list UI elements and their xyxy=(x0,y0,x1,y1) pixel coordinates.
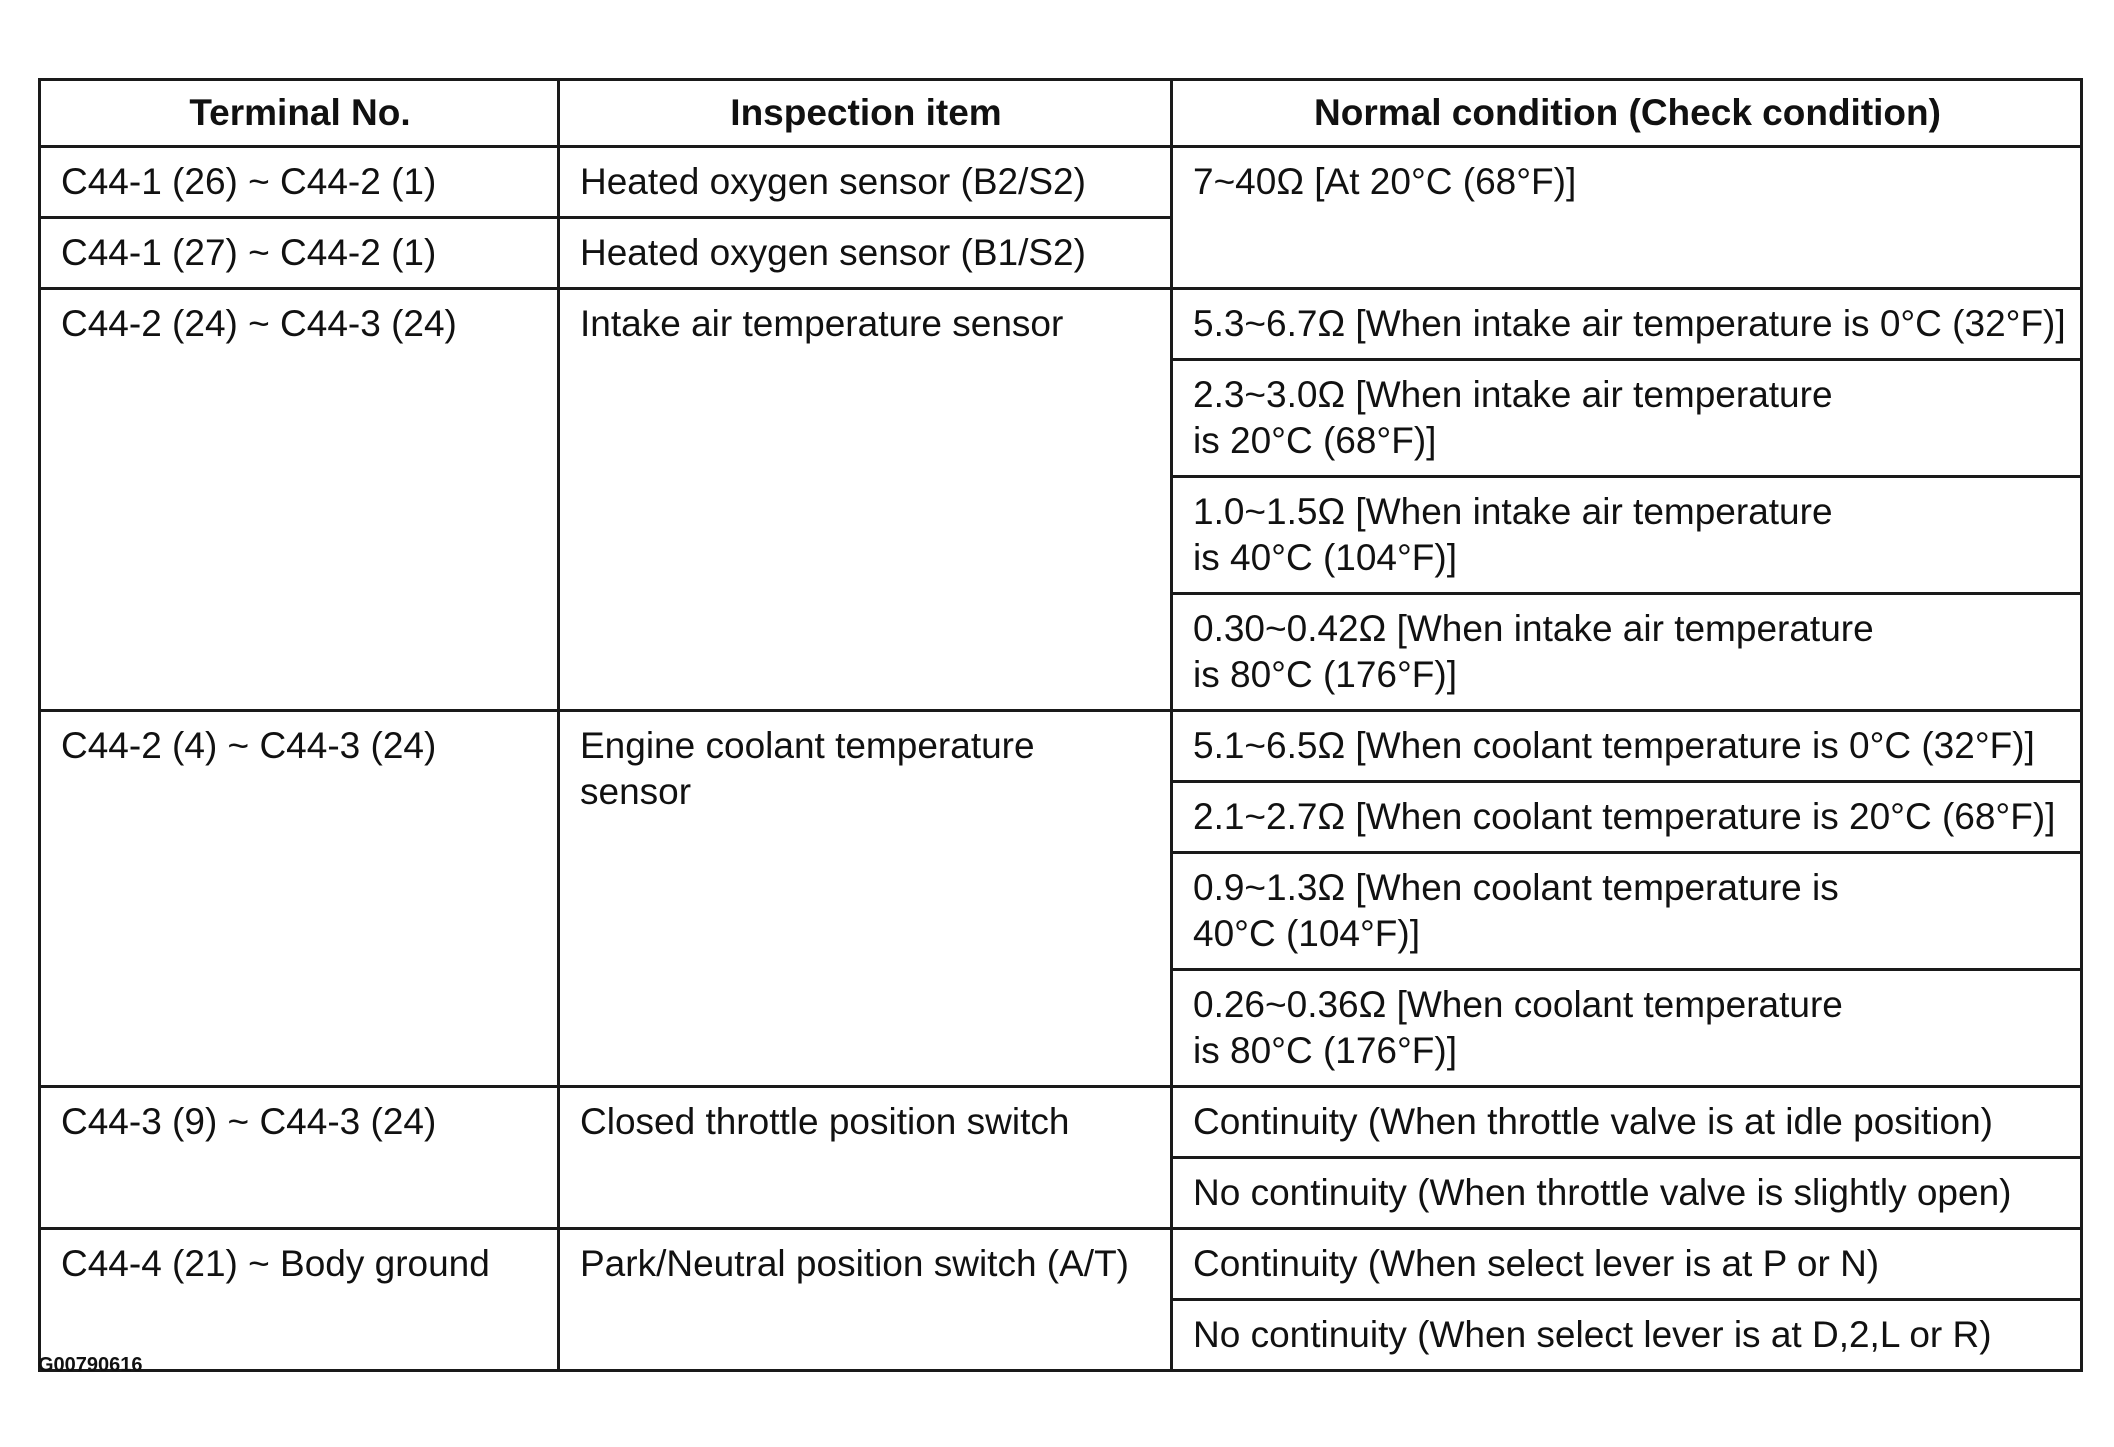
condition-line: Continuity (When throttle valve is at idle position) xyxy=(1193,1101,1993,1142)
header-normal-condition: Normal condition (Check condition) xyxy=(1172,80,2082,147)
cell-terminal: C44-2 (24) ~ C44-3 (24) xyxy=(40,289,559,711)
cell-terminal: C44-4 (21) ~ Body ground xyxy=(40,1229,559,1371)
cell-condition xyxy=(1172,1229,2082,1300)
condition-line: Continuity (When select lever is at P or N) xyxy=(1193,1243,1880,1284)
cell-terminal: C44-1 (27) ~ C44-2 (1) xyxy=(40,218,559,289)
cell-condition xyxy=(1172,970,2082,1087)
condition-line: is 80°C (176°F)] xyxy=(1193,1030,1458,1071)
cell-condition xyxy=(1172,1087,2082,1158)
table-row xyxy=(40,1087,2082,1158)
cell-condition xyxy=(1172,1158,2082,1229)
header-terminal-no: Terminal No. xyxy=(40,80,559,147)
header-inspection-item: Inspection item xyxy=(559,80,1172,147)
cell-condition: 7~40Ω [At 20°C (68°F)] xyxy=(1172,147,2082,289)
condition-line: is 80°C (176°F)] xyxy=(1193,654,1458,695)
inspection-table xyxy=(38,78,2083,1372)
cell-terminal: C44-2 (4) ~ C44-3 (24) xyxy=(40,711,559,1087)
condition-line: 2.1~2.7Ω [When coolant temperature is 20°C (68°F)] xyxy=(1193,796,2056,837)
table-row xyxy=(40,147,2082,218)
condition-line: is 20°C (68°F)] xyxy=(1193,420,1437,461)
table-row xyxy=(40,1229,2082,1300)
cell-condition xyxy=(1172,477,2082,594)
table-row xyxy=(40,289,2082,360)
table-header-row xyxy=(40,80,2082,147)
condition-line: No continuity (When select lever is at D,2,L or R) xyxy=(1193,1314,1992,1355)
condition-line: 0.9~1.3Ω [When coolant temperature is xyxy=(1193,867,1839,908)
condition-line: 5.3~6.7Ω [When intake air temperature is 0°C (32°F)] xyxy=(1193,303,2066,344)
cell-terminal: C44-1 (26) ~ C44-2 (1) xyxy=(40,147,559,218)
condition-line: 0.26~0.36Ω [When coolant temperature xyxy=(1193,984,1843,1025)
condition-line: 1.0~1.5Ω [When intake air temperature xyxy=(1193,491,1833,532)
cell-inspection: Park/Neutral position switch (A/T) xyxy=(559,1229,1172,1371)
cell-condition xyxy=(1172,360,2082,477)
cell-inspection: Heated oxygen sensor (B1/S2) xyxy=(559,218,1172,289)
cell-inspection: Heated oxygen sensor (B2/S2) xyxy=(559,147,1172,218)
inspection-line: sensor xyxy=(580,771,692,812)
inspection-line: Engine coolant temperature xyxy=(580,725,1035,766)
condition-line: is 40°C (104°F)] xyxy=(1193,537,1458,578)
table-row xyxy=(40,711,2082,782)
cell-condition xyxy=(1172,853,2082,970)
cell-condition xyxy=(1172,594,2082,711)
condition-line: 40°C (104°F)] xyxy=(1193,913,1421,954)
figure-id: G00790616 xyxy=(38,1354,143,1376)
inspection-table-container xyxy=(38,78,2080,1372)
cell-terminal: C44-3 (9) ~ C44-3 (24) xyxy=(40,1087,559,1229)
cell-condition xyxy=(1172,289,2082,360)
cell-inspection: Closed throttle position switch xyxy=(559,1087,1172,1229)
cell-inspection: Intake air temperature sensor xyxy=(559,289,1172,711)
condition-line: 2.3~3.0Ω [When intake air temperature xyxy=(1193,374,1833,415)
condition-line: 0.30~0.42Ω [When intake air temperature xyxy=(1193,608,1874,649)
cell-condition xyxy=(1172,1300,2082,1371)
cell-condition xyxy=(1172,782,2082,853)
condition-line: 5.1~6.5Ω [When coolant temperature is 0°C (32°F)] xyxy=(1193,725,2035,766)
cell-inspection xyxy=(559,711,1172,1087)
condition-line: No continuity (When throttle valve is slightly open) xyxy=(1193,1172,2012,1213)
cell-condition xyxy=(1172,711,2082,782)
